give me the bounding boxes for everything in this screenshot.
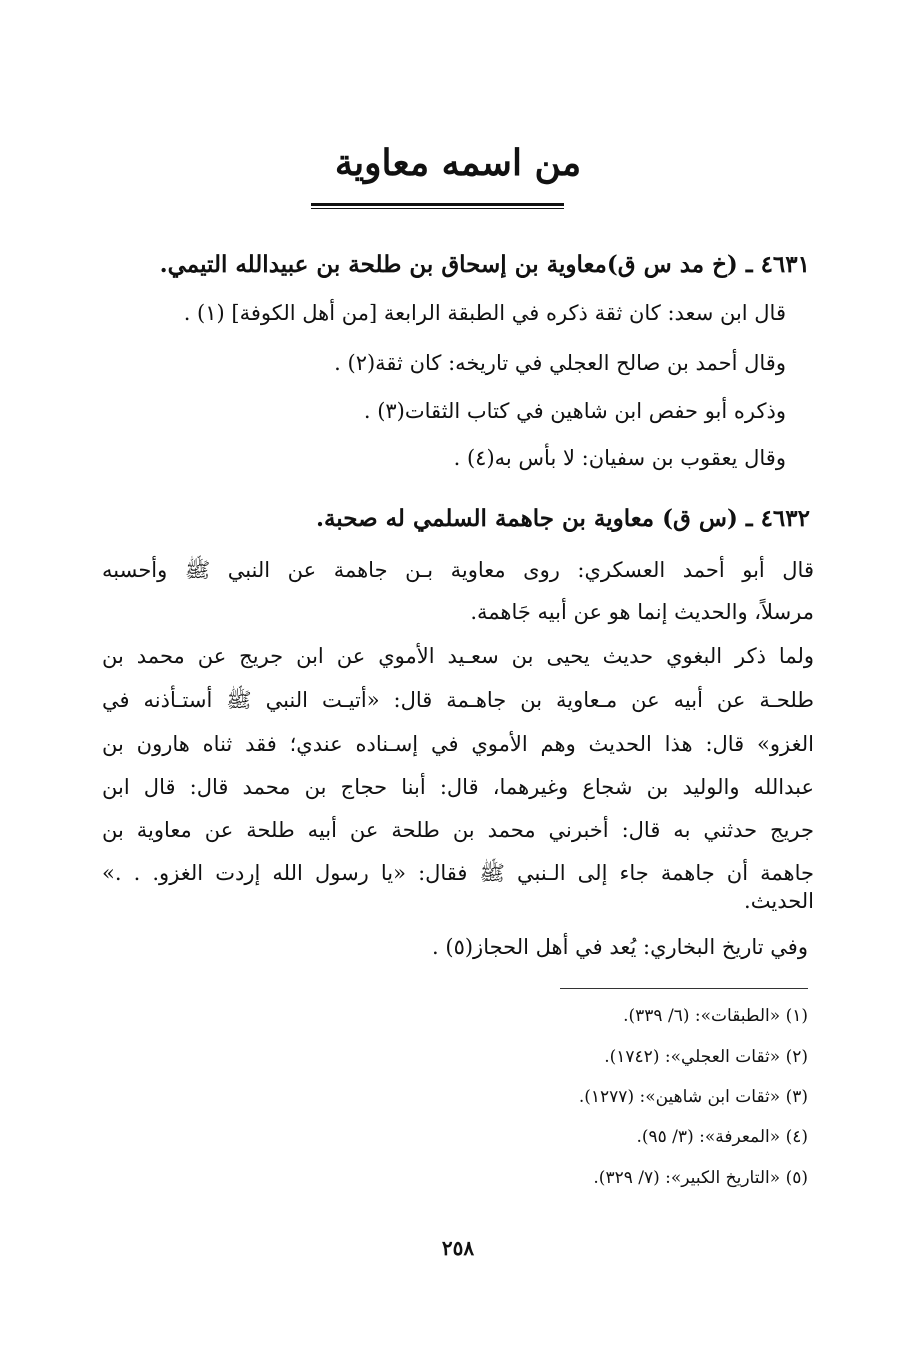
entry-heading: ٤٦٣٢ ـ (س ق) معاوية بن جاهمة السلمي له صحبة.: [315, 505, 810, 532]
entry-text-line: وقال يعقوب بن سفيان: لا بأس به(٤) .: [453, 446, 786, 470]
entry-text-line: وذكره أبو حفص ابن شاهين في كتاب الثقات(٣) .: [363, 399, 786, 423]
entry-heading: ٤٦٣١ ـ (خ مد س ق)معاوية بن إسحاق بن طلحة بن عبيدالله التيمي.: [159, 251, 810, 278]
entry-text-line: طلحـة عن أبيه عن مـعاوية بن جاهـمة قال: «أتيـت النبي ﷺ أستـأذنه في: [102, 688, 814, 712]
entry-text-line: قال ابن سعد: كان ثقة ذكره في الطبقة الرابعة [من أهل الكوفة] (١) .: [183, 301, 786, 325]
footnote-separator: [560, 988, 808, 989]
footnote: (١) «الطبقات»: (٦/ ٣٣٩).: [623, 1006, 808, 1026]
footnote: (٣) «ثقات ابن شاهين»: (١٢٧٧).: [578, 1087, 808, 1107]
footnote: (٤) «المعرفة»: (٣/ ٩٥).: [636, 1127, 808, 1147]
entry-text-line: جريج حدثني به قال: أخبرني محمد بن طلحة عن أبيه طلحة عن معاوية بن: [102, 818, 814, 842]
entry-text-line: عبدالله والوليد بن شجاع وغيرهما، قال: أبنا حجاج بن محمد قال: قال ابن: [102, 775, 814, 799]
entry-text-line: جاهمة أن جاهمة جاء إلى الـنبي ﷺ فقال: «يا رسول الله إردت الغزو. . .»: [102, 861, 814, 885]
entry-text-line: الحديث.: [744, 889, 814, 913]
entry-text-line: مرسلاً، والحديث إنما هو عن أبيه جَاهمة.: [470, 600, 814, 624]
entry-text-line: وقال أحمد بن صالح العجلي في تاريخه: كان ثقة(٢) .: [334, 351, 786, 375]
entry-text-line: الغزو» قال: هذا الحديث وهم الأموي في إسـناده عندي؛ فقد ثناه هارون بن: [102, 732, 814, 756]
footnote: (٢) «ثقات العجلي»: (١٧٤٢).: [604, 1047, 808, 1067]
page-number: ٢٥٨: [441, 1236, 475, 1260]
title-underline: [311, 203, 564, 209]
entry-text-line: ولما ذكر البغوي حديث يحيى بن سعـيد الأموي عن ابن جريج عن محمد بن: [102, 644, 814, 668]
entry-text-line: قال أبو أحمد العسكري: روى معاوية بـن جاهمة عن النبي ﷺ وأحسبه: [102, 558, 814, 582]
footnote: (٥) «التاريخ الكبير»: (٧/ ٣٢٩).: [593, 1168, 808, 1188]
entry-text-line: وفي تاريخ البخاري: يُعد في أهل الحجاز(٥) .: [432, 935, 808, 959]
section-title: من اسمه معاوية: [334, 142, 582, 184]
